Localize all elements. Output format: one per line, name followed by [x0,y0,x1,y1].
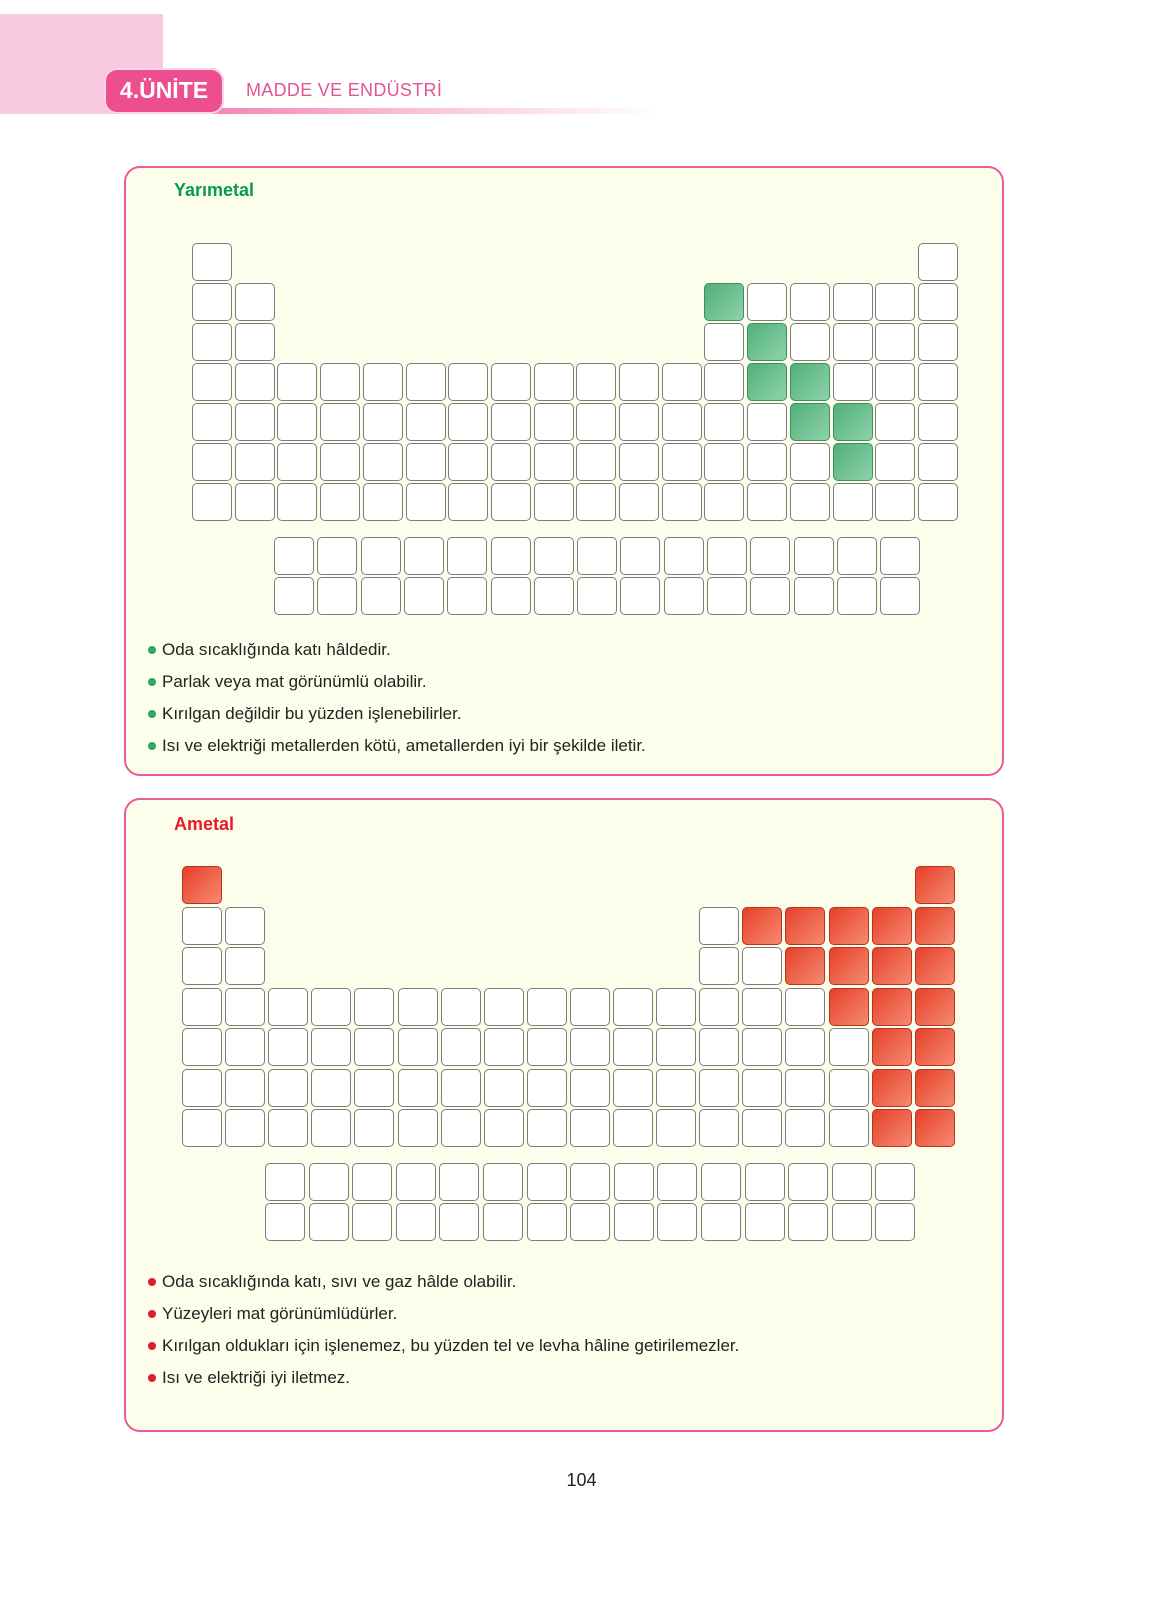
f-block-cell [837,537,877,575]
element-cell [699,907,739,945]
f-block-cell [832,1163,872,1201]
element-cell [704,483,744,521]
element-cell-highlighted [833,403,873,441]
f-block-cell [745,1203,785,1241]
element-cell [742,1069,782,1107]
element-cell [277,363,317,401]
f-block-cell [265,1163,305,1201]
element-cell [699,988,739,1026]
element-cell [225,907,265,945]
element-cell [363,443,403,481]
element-cell [699,1109,739,1147]
element-cell [790,283,830,321]
element-cell [790,443,830,481]
element-cell [747,283,787,321]
element-cell [829,1069,869,1107]
element-cell [875,283,915,321]
element-cell [534,403,574,441]
element-cell [613,988,653,1026]
element-cell [527,988,567,1026]
element-cell [448,363,488,401]
element-cell [785,1028,825,1066]
element-cell [699,1028,739,1066]
element-cell [192,243,232,281]
element-cell [406,483,446,521]
element-cell [354,988,394,1026]
element-cell [182,1109,222,1147]
f-block-cell [707,537,747,575]
element-cell [875,323,915,361]
f-block-cell [832,1203,872,1241]
element-cell [311,1109,351,1147]
element-cell [704,403,744,441]
f-block-cell [274,577,314,615]
f-block-cell [396,1163,436,1201]
element-cell [268,988,308,1026]
unit-title: MADDE VE ENDÜSTRİ [246,80,443,100]
list-item: Parlak veya mat görünümlü olabilir. [148,666,646,698]
element-cell [268,1028,308,1066]
element-cell [363,403,403,441]
element-cell [576,403,616,441]
element-cell [398,1069,438,1107]
element-cell [225,1109,265,1147]
element-cell [704,363,744,401]
element-cell-highlighted [785,907,825,945]
element-cell [225,988,265,1026]
f-block-cell [491,537,531,575]
f-block-cell [875,1203,915,1241]
element-cell [398,1109,438,1147]
element-cell [235,483,275,521]
element-cell [363,363,403,401]
f-block-cell [701,1203,741,1241]
element-cell [225,1028,265,1066]
bullet-dot-icon [148,1374,156,1382]
element-cell [662,443,702,481]
element-cell [829,1028,869,1066]
element-cell-highlighted [872,1069,912,1107]
element-cell [448,403,488,441]
element-cell [448,483,488,521]
bullet-dot-icon [148,742,156,750]
element-cell [192,323,232,361]
element-cell [534,443,574,481]
element-cell [491,403,531,441]
element-cell [875,363,915,401]
f-block-cell [309,1163,349,1201]
element-cell [833,283,873,321]
element-cell-highlighted [704,283,744,321]
element-cell [406,363,446,401]
element-cell-highlighted [872,1109,912,1147]
f-block-cell [570,1163,610,1201]
f-block-cell [352,1203,392,1241]
element-cell [225,1069,265,1107]
element-cell [656,1028,696,1066]
f-block-cell [657,1163,697,1201]
f-block-cell [361,537,401,575]
f-block-cell [361,577,401,615]
element-cell [182,947,222,985]
element-cell [619,363,659,401]
f-block-cell [309,1203,349,1241]
element-cell [875,443,915,481]
element-cell [398,1028,438,1066]
element-cell [311,988,351,1026]
f-block-cell [614,1203,654,1241]
bullet-dot-icon [148,1278,156,1286]
element-cell [613,1109,653,1147]
f-block-cell [265,1203,305,1241]
element-cell [656,1109,696,1147]
element-cell [747,443,787,481]
panel-title: Ametal [174,814,235,834]
f-block-cell [404,577,444,615]
element-cell [656,988,696,1026]
element-cell [491,443,531,481]
element-cell [527,1028,567,1066]
element-cell-highlighted [915,866,955,904]
element-cell [320,443,360,481]
element-cell [448,443,488,481]
unit-badge-label: 4.ÜNİTE [119,77,209,103]
f-block-cell [880,537,920,575]
element-cell-highlighted [872,947,912,985]
element-cell [235,443,275,481]
element-cell [747,483,787,521]
element-cell-highlighted [872,1028,912,1066]
element-cell [235,363,275,401]
element-cell [192,443,232,481]
element-cell-highlighted [785,947,825,985]
element-cell [619,403,659,441]
element-cell [182,1069,222,1107]
element-cell-highlighted [747,363,787,401]
element-cell [527,1109,567,1147]
element-cell [875,483,915,521]
element-cell [918,323,958,361]
element-cell [277,403,317,441]
element-cell [354,1028,394,1066]
element-cell-highlighted [829,947,869,985]
list-item: Oda sıcaklığında katı hâldedir. [148,634,646,666]
element-cell-highlighted [833,443,873,481]
bullet-dot-icon [148,710,156,718]
element-cell [785,1069,825,1107]
element-cell [613,1069,653,1107]
f-block-cell [352,1163,392,1201]
element-cell [320,363,360,401]
element-cell [656,1069,696,1107]
f-block-cell [664,577,704,615]
element-cell [790,323,830,361]
element-cell [268,1069,308,1107]
f-block-cell [404,537,444,575]
element-cell [192,283,232,321]
element-cell [742,947,782,985]
list-item: Yüzeyleri mat görünümlüdürler. [148,1298,739,1330]
element-cell [235,283,275,321]
element-cell [354,1069,394,1107]
list-item: Oda sıcaklığında katı, sıvı ve gaz hâlde olabilir. [148,1266,739,1298]
f-block-cell [750,537,790,575]
element-cell [662,363,702,401]
element-cell [182,1028,222,1066]
f-block-cell [620,577,660,615]
element-cell [742,988,782,1026]
unit-badge [104,68,224,114]
element-cell [441,1069,481,1107]
element-cell [311,1069,351,1107]
element-cell [484,988,524,1026]
f-block-cell [707,577,747,615]
list-item: Kırılgan değildir bu yüzden işlenebilirler. [148,698,646,730]
element-cell [277,483,317,521]
element-cell [491,483,531,521]
f-block-cell [701,1163,741,1201]
element-cell [785,988,825,1026]
f-block-cell [577,577,617,615]
element-cell [182,907,222,945]
element-cell [918,283,958,321]
element-cell [406,443,446,481]
element-cell [833,483,873,521]
element-cell [398,988,438,1026]
element-cell [875,403,915,441]
element-cell [268,1109,308,1147]
element-cell [484,1109,524,1147]
element-cell [747,403,787,441]
element-cell [918,363,958,401]
element-cell [182,988,222,1026]
f-block-cell [447,537,487,575]
element-cell [406,403,446,441]
f-block-cell [788,1163,828,1201]
element-cell [192,363,232,401]
f-block-cell [788,1203,828,1241]
element-cell [785,1109,825,1147]
element-cell [527,1069,567,1107]
element-cell [235,323,275,361]
f-block-cell [794,577,834,615]
f-block-cell [317,537,357,575]
element-cell [918,443,958,481]
element-cell [277,443,317,481]
element-cell [320,483,360,521]
element-cell-highlighted [829,907,869,945]
element-cell [192,483,232,521]
bullet-dot-icon [148,1310,156,1318]
f-block-cell [614,1163,654,1201]
nonmetal-panel [124,798,1004,1432]
property-list [148,634,646,762]
page-number: 104 [566,1470,597,1490]
panel-title: Yarımetal [174,180,255,200]
element-cell [363,483,403,521]
bullet-dot-icon [148,646,156,654]
f-block-cell [657,1203,697,1241]
element-cell [570,1028,610,1066]
f-block-cell [317,577,357,615]
element-cell [570,1109,610,1147]
element-cell-highlighted [915,907,955,945]
f-block-cell [837,577,877,615]
element-cell [619,443,659,481]
element-cell [570,1069,610,1107]
element-cell [534,363,574,401]
element-cell [192,403,232,441]
f-block-cell [274,537,314,575]
bullet-dot-icon [148,678,156,686]
element-cell-highlighted [747,323,787,361]
element-cell [576,483,616,521]
element-cell-highlighted [915,1109,955,1147]
f-block-cell [396,1203,436,1241]
f-block-cell [875,1163,915,1201]
f-block-cell [750,577,790,615]
f-block-cell [880,577,920,615]
element-cell-highlighted [915,1069,955,1107]
f-block-cell [483,1163,523,1201]
element-cell [699,1069,739,1107]
element-cell [613,1028,653,1066]
element-cell [484,1028,524,1066]
element-cell [699,947,739,985]
element-cell [833,323,873,361]
element-cell [833,363,873,401]
element-cell-highlighted [182,866,222,904]
element-cell-highlighted [742,907,782,945]
bullet-dot-icon [148,1342,156,1350]
element-cell [311,1028,351,1066]
f-block-cell [577,537,617,575]
element-cell [491,363,531,401]
element-cell-highlighted [915,988,955,1026]
element-cell [704,323,744,361]
property-list [148,1266,739,1394]
f-block-cell [439,1163,479,1201]
element-cell [662,483,702,521]
element-cell [662,403,702,441]
element-cell-highlighted [790,363,830,401]
f-block-cell [620,537,660,575]
element-cell-highlighted [872,907,912,945]
element-cell [320,403,360,441]
element-cell [790,483,830,521]
f-block-cell [534,537,574,575]
element-cell [918,483,958,521]
element-cell-highlighted [915,1028,955,1066]
element-cell [918,243,958,281]
list-item: Kırılgan oldukları için işlenemez, bu yüzden tel ve levha hâline getirilemezler. [148,1330,739,1362]
element-cell [484,1069,524,1107]
f-block-cell [745,1163,785,1201]
element-cell [441,1028,481,1066]
f-block-cell [570,1203,610,1241]
list-item: Isı ve elektriği metallerden kötü, ametallerden iyi bir şekilde iletir. [148,730,646,762]
element-cell [441,988,481,1026]
element-cell [704,443,744,481]
element-cell [570,988,610,1026]
element-cell [829,1109,869,1147]
element-cell-highlighted [829,988,869,1026]
metalloid-panel [124,166,1004,776]
element-cell [918,403,958,441]
element-cell [354,1109,394,1147]
f-block-cell [439,1203,479,1241]
element-cell-highlighted [872,988,912,1026]
element-cell [619,483,659,521]
element-cell-highlighted [790,403,830,441]
list-item: Isı ve elektriği iyi iletmez. [148,1362,739,1394]
element-cell [576,363,616,401]
element-cell [235,403,275,441]
element-cell [742,1109,782,1147]
element-cell [225,947,265,985]
element-cell [441,1109,481,1147]
header-underline [190,108,660,114]
f-block-cell [527,1163,567,1201]
element-cell [576,443,616,481]
f-block-cell [527,1203,567,1241]
f-block-cell [794,537,834,575]
f-block-cell [534,577,574,615]
f-block-cell [483,1203,523,1241]
element-cell [742,1028,782,1066]
f-block-cell [447,577,487,615]
element-cell [534,483,574,521]
f-block-cell [664,537,704,575]
element-cell-highlighted [915,947,955,985]
f-block-cell [491,577,531,615]
